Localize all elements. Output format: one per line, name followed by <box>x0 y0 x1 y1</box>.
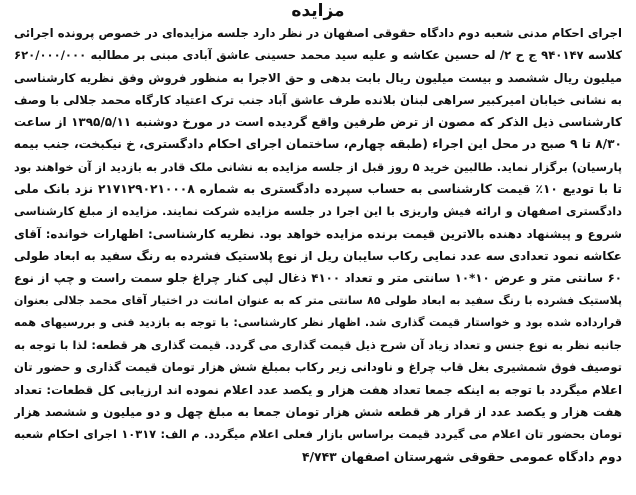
notice-line: ۸/۳۰ تا ۹ صبح در محل این اجراء (طبقه چهارم، ساختمان اجرای احکام دادگستری، خ نیکبخت، جنب بیمه <box>14 137 622 152</box>
notice-line: عکاشه نمود تعدادی سه عدد نمایی رکاب سایبان ریل از نوع پلاستیک فشرده به رنگ سفید به ابعاد طولی <box>14 248 622 263</box>
notice-line: شروع و پیشنهاد دهنده بالاترین قیمت برنده مزایده خواهد بود. نظریه کارشناسی: اظهارات خوانده: آقای <box>14 226 622 241</box>
notice-line: اعلام میگردد با توجه به اینکه جمعا تعداد هفت هزار و یکصد عدد اعلام نموده اند ارزیابی کل قطعات: تعداد <box>14 382 622 397</box>
notice-line: جانبه نظر به نوع جنس و تعداد زیاد آن شرح ذیل قیمت گذاری می گردد. قیمت گذاری هر قطعه: لذا با توجه به <box>14 338 622 353</box>
notice-line: دادگستری اصفهان و ارائه فیش واریزی با این اجرا در جلسه مزایده شرکت نمایند. مزایده از مبلغ کارشناسی <box>14 204 622 219</box>
notice-line: قرارداده شده بود و خواستار قیمت گذاری شد. اظهار نظر کارشناسی: با توجه به بازدید فنی و بررسیهای همه <box>14 315 622 329</box>
notice-title: مزایده <box>291 1 345 21</box>
notice-line: به نشانی خیابان امیرکبیر سراهی لبنان بلانده طرف عاشق آباد جنب ترک اعتیاد کارگاه محمد جلالی با وصف <box>14 92 622 107</box>
notice-body <box>14 22 622 468</box>
notice-line: میلیون ریال ششصد و بیست میلیون ریال بابت بدهی و حق الاجرا به منظور فروش وفق نظریه کارشناسی <box>14 70 622 85</box>
notice-line: اجرای احکام مدنی شعبه دوم دادگاه حقوقی اصفهان در نظر دارد جلسه مزایده‌ای در خصوص پرونده اجرائی <box>14 26 622 40</box>
notice-line: هفت هزار و یکصد عدد از قرار هر قطعه شش هزار تومان جمعا به مبلغ چهل و دو میلیون و ششصد هزار <box>14 405 622 420</box>
notice-line: کلاسه ۹۴۰۱۴۷ ج ح ۲/ له حسین عکاشه و علیه سید محمد حسینی عاشق آبادی مبنی بر مطالبه ۶۲۰/۰۰۰/۰۰۰ <box>14 48 622 63</box>
notice-signature-line: دوم دادگاه عمومی حقوقی شهرستان اصفهان ۴/۷۴۳ <box>301 448 622 464</box>
notice-line: توصیف فوق شمشیری بغل قاب چراغ و ناودانی زیر رکاب بمبلغ شش هزار تومان قیمت گذاری و حضور تان <box>14 360 622 375</box>
notice-line: تومان بحضور تان اعلام می گیردد قیمت براساس بازار فعلی اعلام میگردد. م الف: ۱۰۳۱۷ اجرای احکام شعبه <box>14 427 622 442</box>
notice-line: کارشناسی ذیل الذکر که مصون از ترض طرفین واقع گردیده است در مورخ دوشنبه ۱۳۹۵/۵/۱۱ از ساعت <box>14 115 622 130</box>
notice-line: ۶۰ سانتی متر و عرض ۱۰*۱۰ سانتی متر و تعداد ۴۱۰۰ ذغال لپی کنار چراغ جلو سمت راست و چپ از نوع <box>14 271 622 286</box>
notice-line: پلاستیک فشرده با رنگ سفید به ابعاد طولی ۸۵ سانتی متر که به عنوان امانت در اختیار آقای محمد جلالی بعنوان <box>14 293 622 307</box>
notice-line: پارسیان) برگزار نماید. طالبین خرید ۵ روز قبل از جلسه مزایده به نشانی ملک قادر به بازدید از آن خواهند بود <box>14 159 622 174</box>
notice-line: تا با تودیع ۱۰٪ قیمت کارشناسی به حساب سپرده دادگستری به شماره ۲۱۷۱۲۹۰۲۱۰۰۰۸ نزد بانک ملی <box>14 182 622 197</box>
